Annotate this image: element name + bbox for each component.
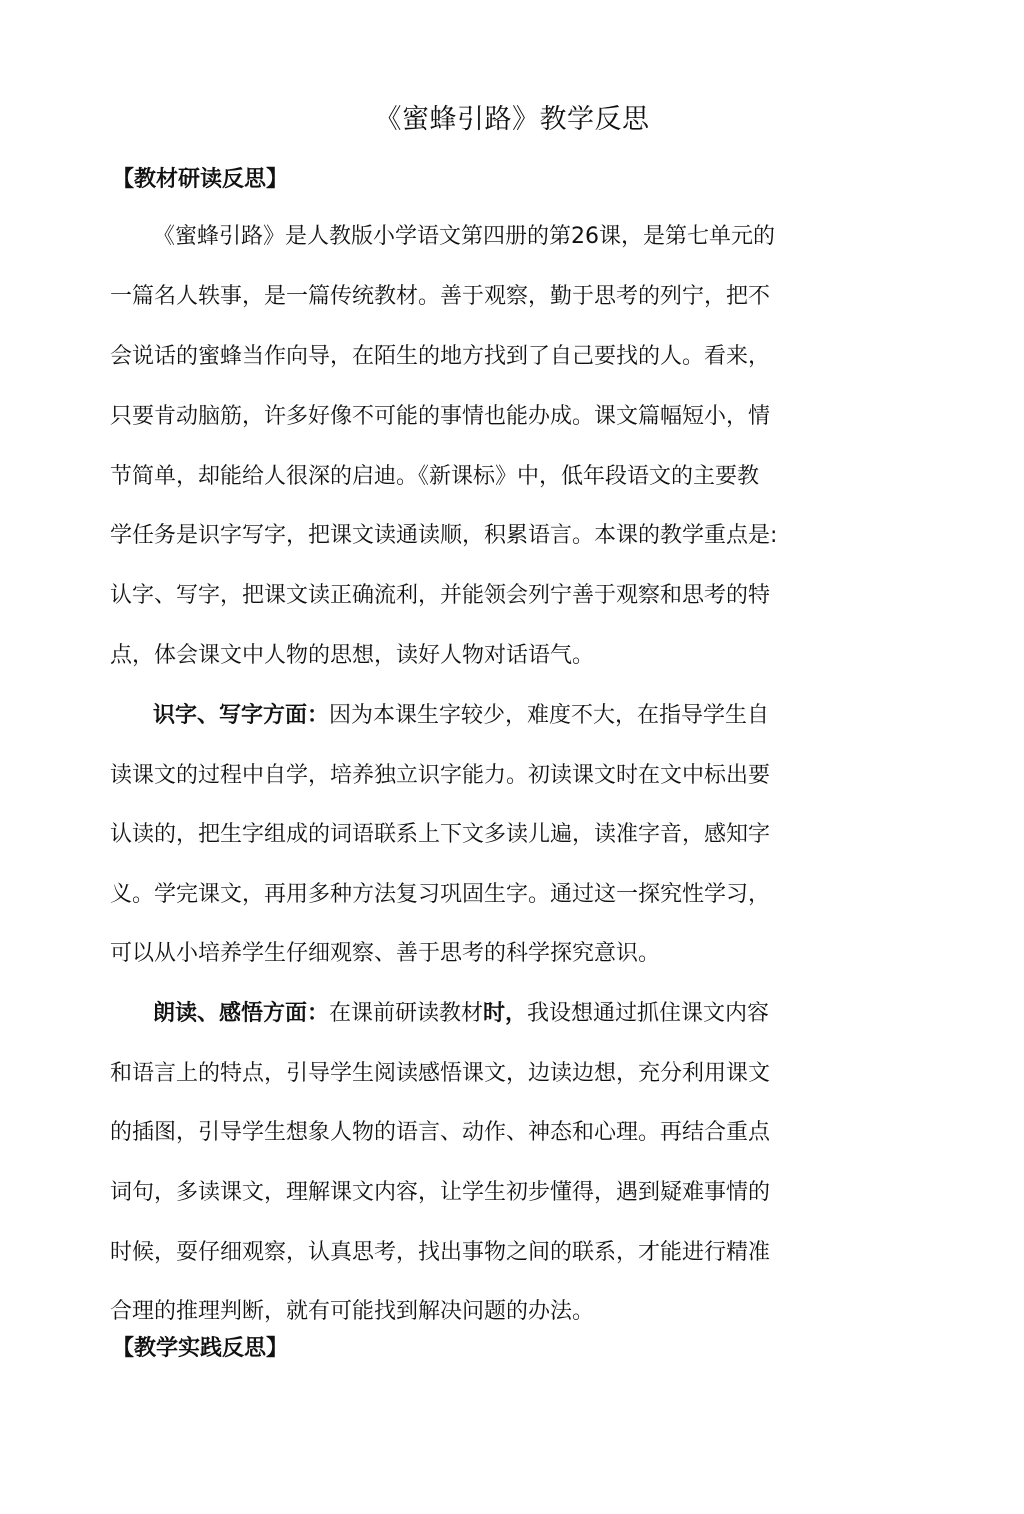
para3-line: 词句，多读课文，理解课文内容，让学生初步懂得，遇到疑难事情的: [110, 1180, 771, 1205]
section-heading-textbook-study: 【教材研读反思】: [112, 167, 289, 192]
para3-label: 朗读、感悟方面：: [153, 1001, 330, 1026]
para2-first-line: [153, 699, 769, 733]
document-title: 《蜜蜂引路》教学反思: [374, 104, 650, 135]
section-heading-teaching-practice: 【教学实践反思】: [112, 1336, 289, 1361]
para2-line: 义。学完课文，再用多种方法复习巩固生字。通过这一探究性学习，: [110, 882, 771, 907]
para3-text-pre: 在课前研读教材: [329, 1001, 484, 1026]
para1-line: 节简单，却能给人很深的启迪。《新课标》中，低年段语文的主要教: [110, 464, 760, 489]
para3-text-post: 我设想通过抓住课文内容: [527, 1001, 770, 1026]
para3-line: 和语言上的特点，引导学生阅读感悟课文，边读边想，充分利用课文: [110, 1061, 771, 1086]
para1-line: 只要肯动脑筋，许多好像不可能的事情也能办成。课文篇幅短小，情: [110, 404, 771, 429]
para1-line: 《蜜蜂引路》是人教版小学语文第四册的第26课，是第七单元的: [153, 224, 775, 249]
para3-line: 合理的推理判断，就有可能找到解决问题的办法。: [110, 1299, 595, 1324]
para2-label: 识字、写字方面：: [153, 703, 330, 728]
para2-text: 因为本课生字较少，难度不大，在指导学生自: [329, 703, 770, 728]
para3-line: 时候，耍仔细观察，认真思考，找出事物之间的联系，才能进行精准: [110, 1240, 771, 1265]
para3-text-bold: 时，: [483, 1001, 528, 1026]
para2-line: 认读的，把生字组成的词语联系上下文多读儿遍，读准字音，感知字: [110, 822, 771, 847]
para3-first-line: [153, 997, 769, 1031]
para1-line: 点，体会课文中人物的思想，读好人物对话语气。: [110, 643, 595, 668]
para1-line: 学任务是识字写字，把课文读通读顺，积累语言。本课的教学重点是:: [110, 523, 778, 548]
para2-line: 可以从小培养学生仔细观察、善于思考的科学探究意识。: [110, 941, 661, 966]
para3-line: 的插图，引导学生想象人物的语言、动作、神态和心理。再结合重点: [110, 1120, 771, 1145]
para1-line: 认字、写字，把课文读正确流利，并能领会列宁善于观察和思考的特: [110, 583, 771, 608]
para1-line: 会说话的蜜蜂当作向导，在陌生的地方找到了自己要找的人。看来，: [110, 344, 771, 369]
para2-line: 读课文的过程中自学，培养独立识字能力。初读课文时在文中标出要: [110, 763, 771, 788]
para1-line: 一篇名人轶事，是一篇传统教材。善于观察，勤于思考的列宁，把不: [110, 284, 771, 309]
